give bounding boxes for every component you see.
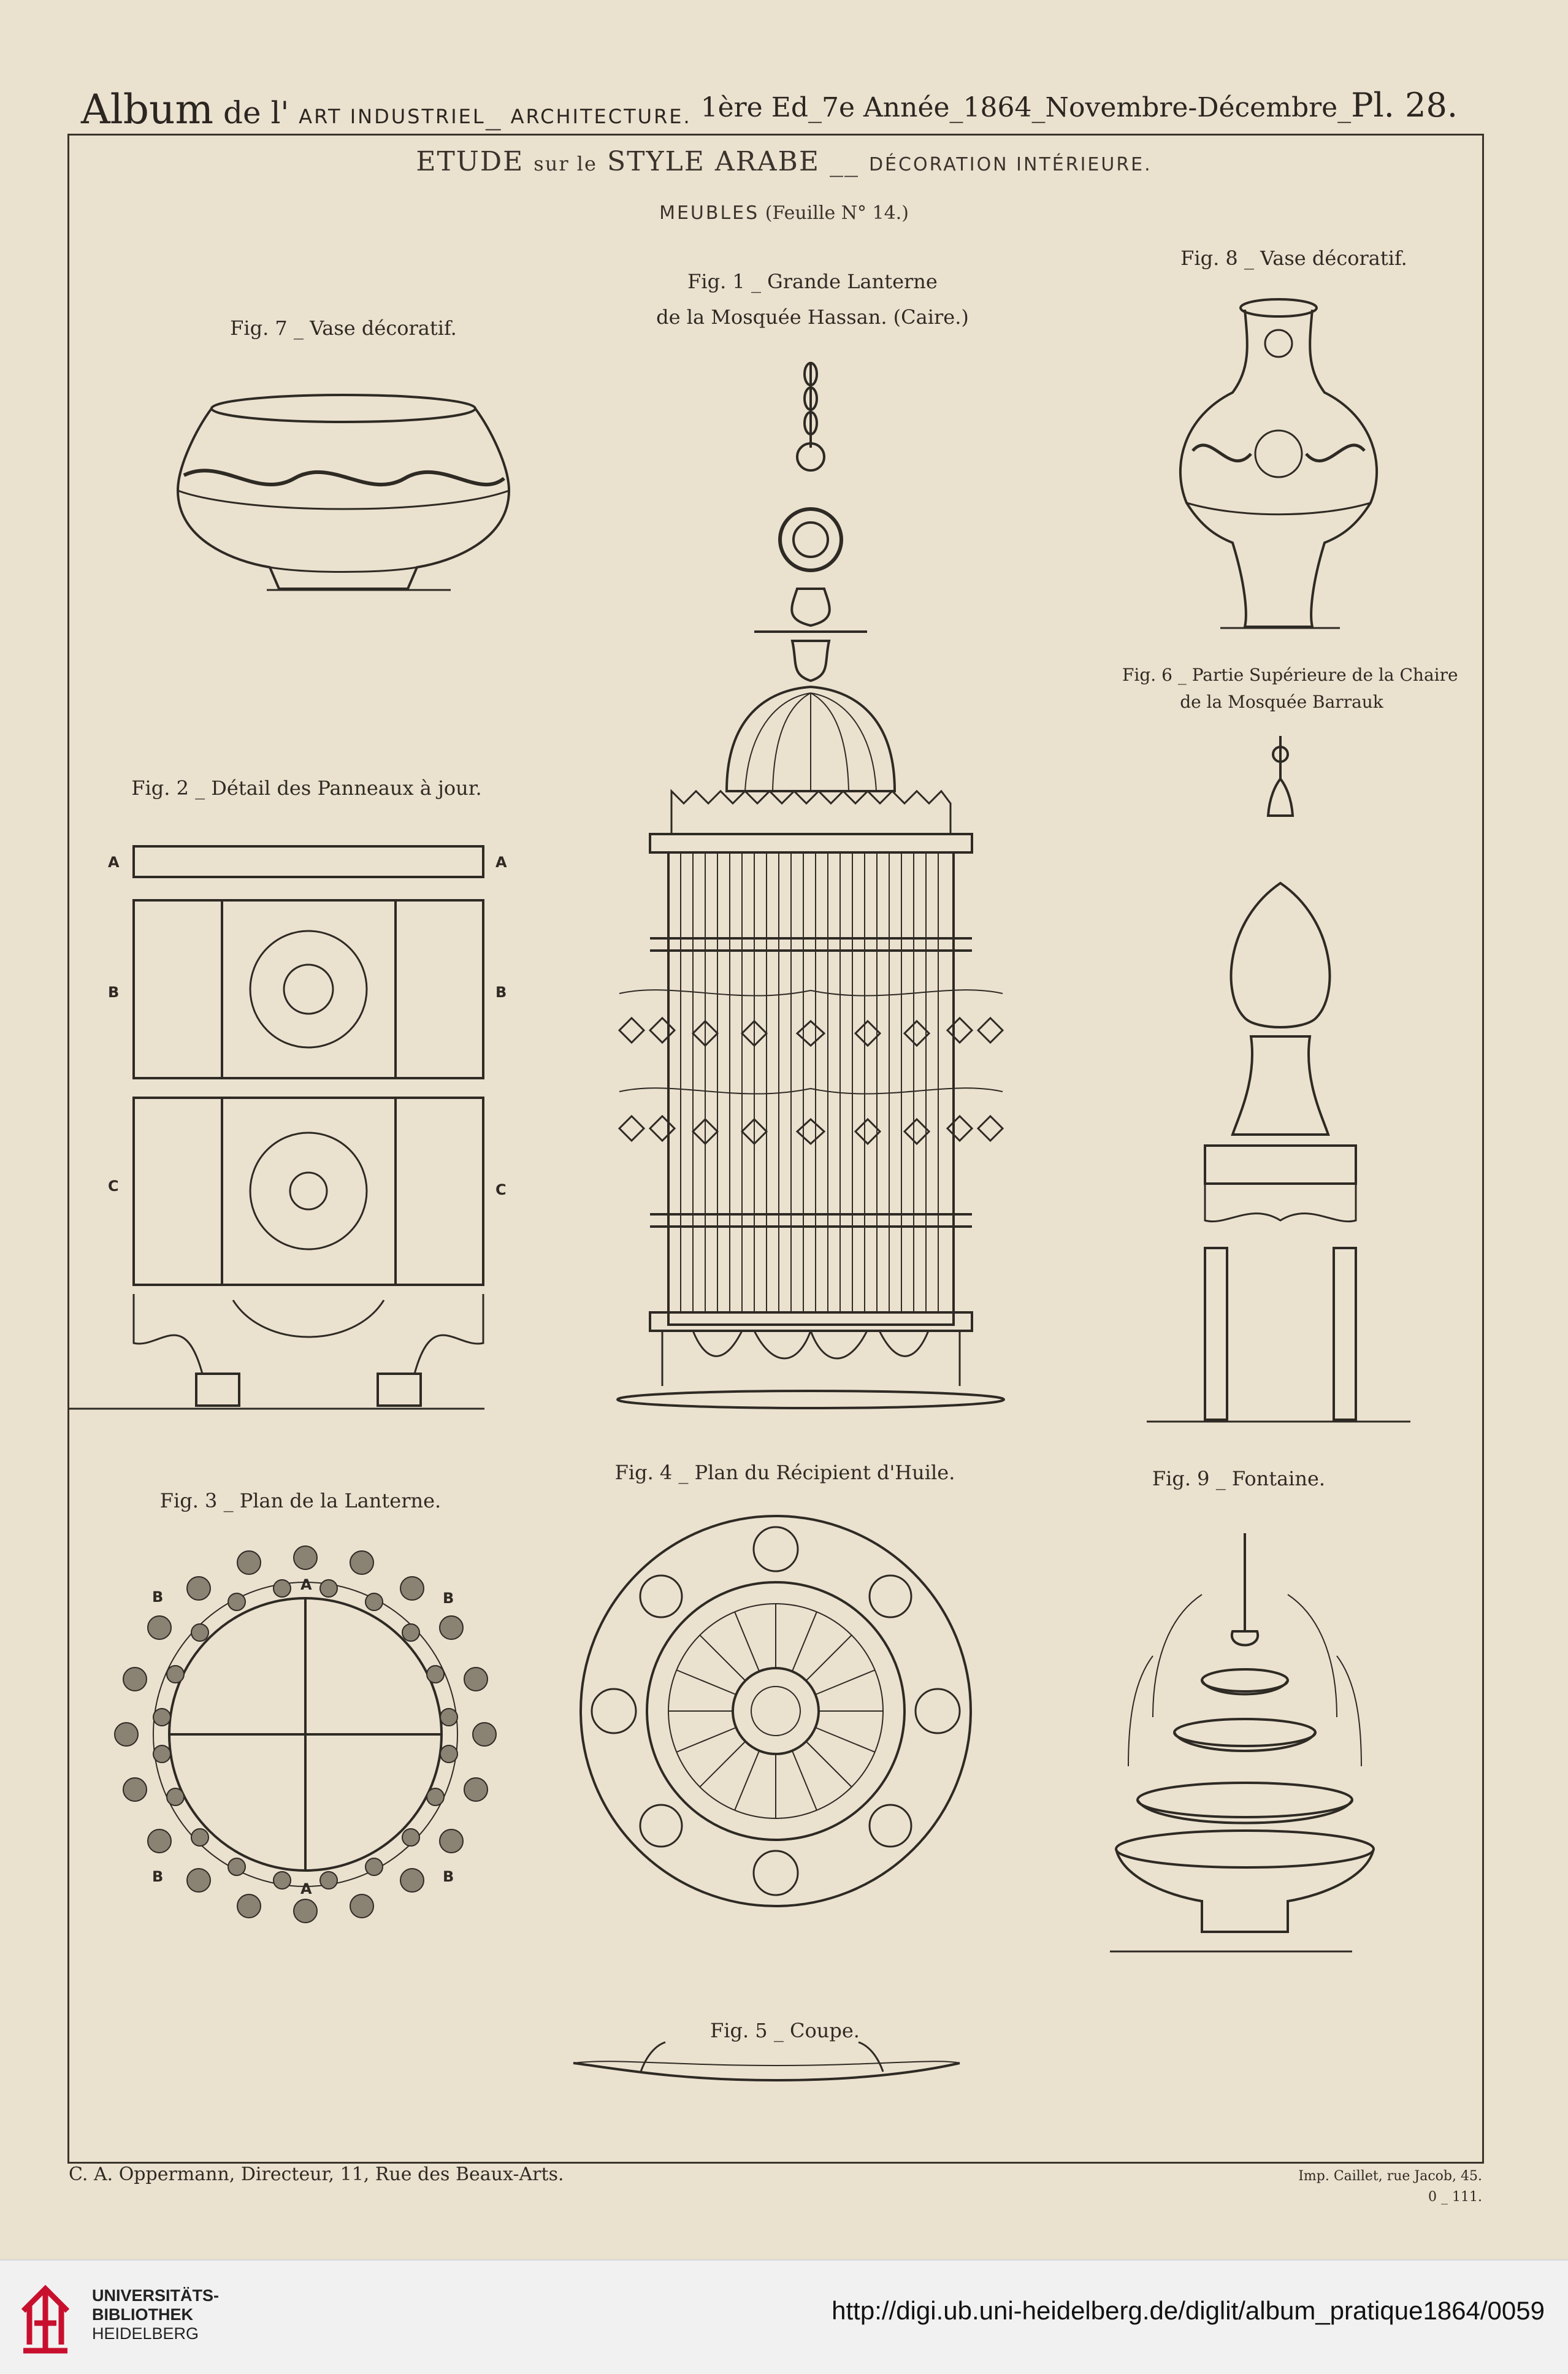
- hanging-lamps-row2: [619, 1088, 1003, 1144]
- subtitle-feuille: (Feuille N° 14.): [765, 202, 909, 224]
- caption-fig2: Fig. 2 _ Détail des Panneaux à jour.: [131, 776, 482, 800]
- header-separator: _: [485, 95, 501, 131]
- panel-label-b-left: B: [108, 984, 120, 1001]
- plate-number: Pl. 28.: [1351, 86, 1458, 124]
- plan-label-a-bottom: A: [300, 1880, 312, 1897]
- subtitle-meubles: MEUBLES: [659, 202, 760, 224]
- fig8-tall-vase: [1180, 299, 1377, 628]
- caption-fig1-line1: Fig. 1 _ Grande Lanterne: [687, 270, 938, 293]
- lantern-ribs: [681, 852, 938, 1312]
- title-style-arabe: STYLE ARABE: [606, 146, 820, 177]
- album-word: Album: [81, 86, 214, 133]
- plan-label-b-br: B: [443, 1868, 454, 1885]
- footer-publisher: C. A. Oppermann, Directeur, 11, Rue des Beaux-Arts.: [69, 2164, 564, 2185]
- plan-label-b-bl: B: [152, 1868, 164, 1885]
- caption-fig4: Fig. 4 _ Plan du Récipient d'Huile.: [614, 1461, 955, 1484]
- panel-label-b-right: B: [495, 984, 507, 1001]
- architecture-word: ARCHITECTURE.: [510, 105, 692, 128]
- institution-line2: BIBLIOTHEK: [92, 2305, 193, 2324]
- fig7-bowl-vase: [178, 395, 509, 590]
- institution-line3: HEIDELBERG: [92, 2324, 199, 2343]
- plan-label-b-tl: B: [152, 1588, 164, 1606]
- heidelberg-library-logo-icon[interactable]: [17, 2274, 74, 2357]
- caption-fig5: Fig. 5 _ Coupe.: [710, 2019, 860, 2042]
- edition-text: 1ère Ed_7e Année_1864_Novembre-Décembre_: [700, 92, 1352, 123]
- de-l-word: de l': [223, 95, 289, 131]
- caption-fig8: Fig. 8 _ Vase décoratif.: [1180, 247, 1407, 270]
- footer-number: 0 _ 111.: [1428, 2189, 1482, 2205]
- footer-printer: [1298, 2166, 1482, 2208]
- hanging-lamps-row1: [619, 990, 1003, 1046]
- plan-label-b-tr: B: [443, 1590, 454, 1607]
- caption-fig6-line2: de la Mosquée Barrauk: [1180, 692, 1383, 712]
- panel-label-c-left: C: [108, 1177, 119, 1195]
- fig5-coupe: [573, 2042, 960, 2080]
- caption-fig6-line1: Fig. 6 _ Partie Supérieure de la Chaire: [1122, 665, 1458, 685]
- rosette-petals: [668, 1604, 883, 1818]
- caption-fig1-line2: de la Mosquée Hassan. (Caire.): [656, 305, 969, 329]
- fig4-plan-recipient: [581, 1516, 971, 1906]
- title-dash: __: [829, 146, 859, 177]
- panel-label-c-right: C: [495, 1181, 507, 1198]
- institution-line1: UNIVERSITÄTS-: [92, 2286, 220, 2305]
- caption-fig9: Fig. 9 _ Fontaine.: [1152, 1467, 1326, 1490]
- footer-imprimerie: Imp. Caillet, rue Jacob, 45.: [1298, 2169, 1482, 2184]
- caption-fig3: Fig. 3 _ Plan de la Lanterne.: [159, 1489, 442, 1512]
- permalink-url[interactable]: http://digi.ub.uni-heidelberg.de/diglit/album_pratique1864/0059: [832, 2296, 1545, 2325]
- fig1-grande-lanterne: [618, 362, 1004, 1408]
- title-etude: ETUDE: [416, 146, 524, 177]
- plan-label-a-top: A: [300, 1576, 312, 1593]
- fig6-chaire: [1147, 736, 1410, 1422]
- fig2-panneaux: [69, 846, 484, 1409]
- panel-label-a-left: A: [108, 854, 120, 871]
- fig9-fontaine: [1110, 1533, 1374, 1951]
- art-industriel-word: ART INDUSTRIEL: [299, 105, 486, 128]
- title-decoration: DÉCORATION INTÉRIEURE.: [868, 154, 1152, 175]
- caption-fig7: Fig. 7 _ Vase décoratif.: [230, 316, 457, 340]
- panel-label-a-right: A: [495, 854, 507, 871]
- fig3-plan: [115, 1546, 496, 1923]
- title-sur-le: sur le: [534, 152, 597, 175]
- institution-name[interactable]: [92, 2286, 219, 2343]
